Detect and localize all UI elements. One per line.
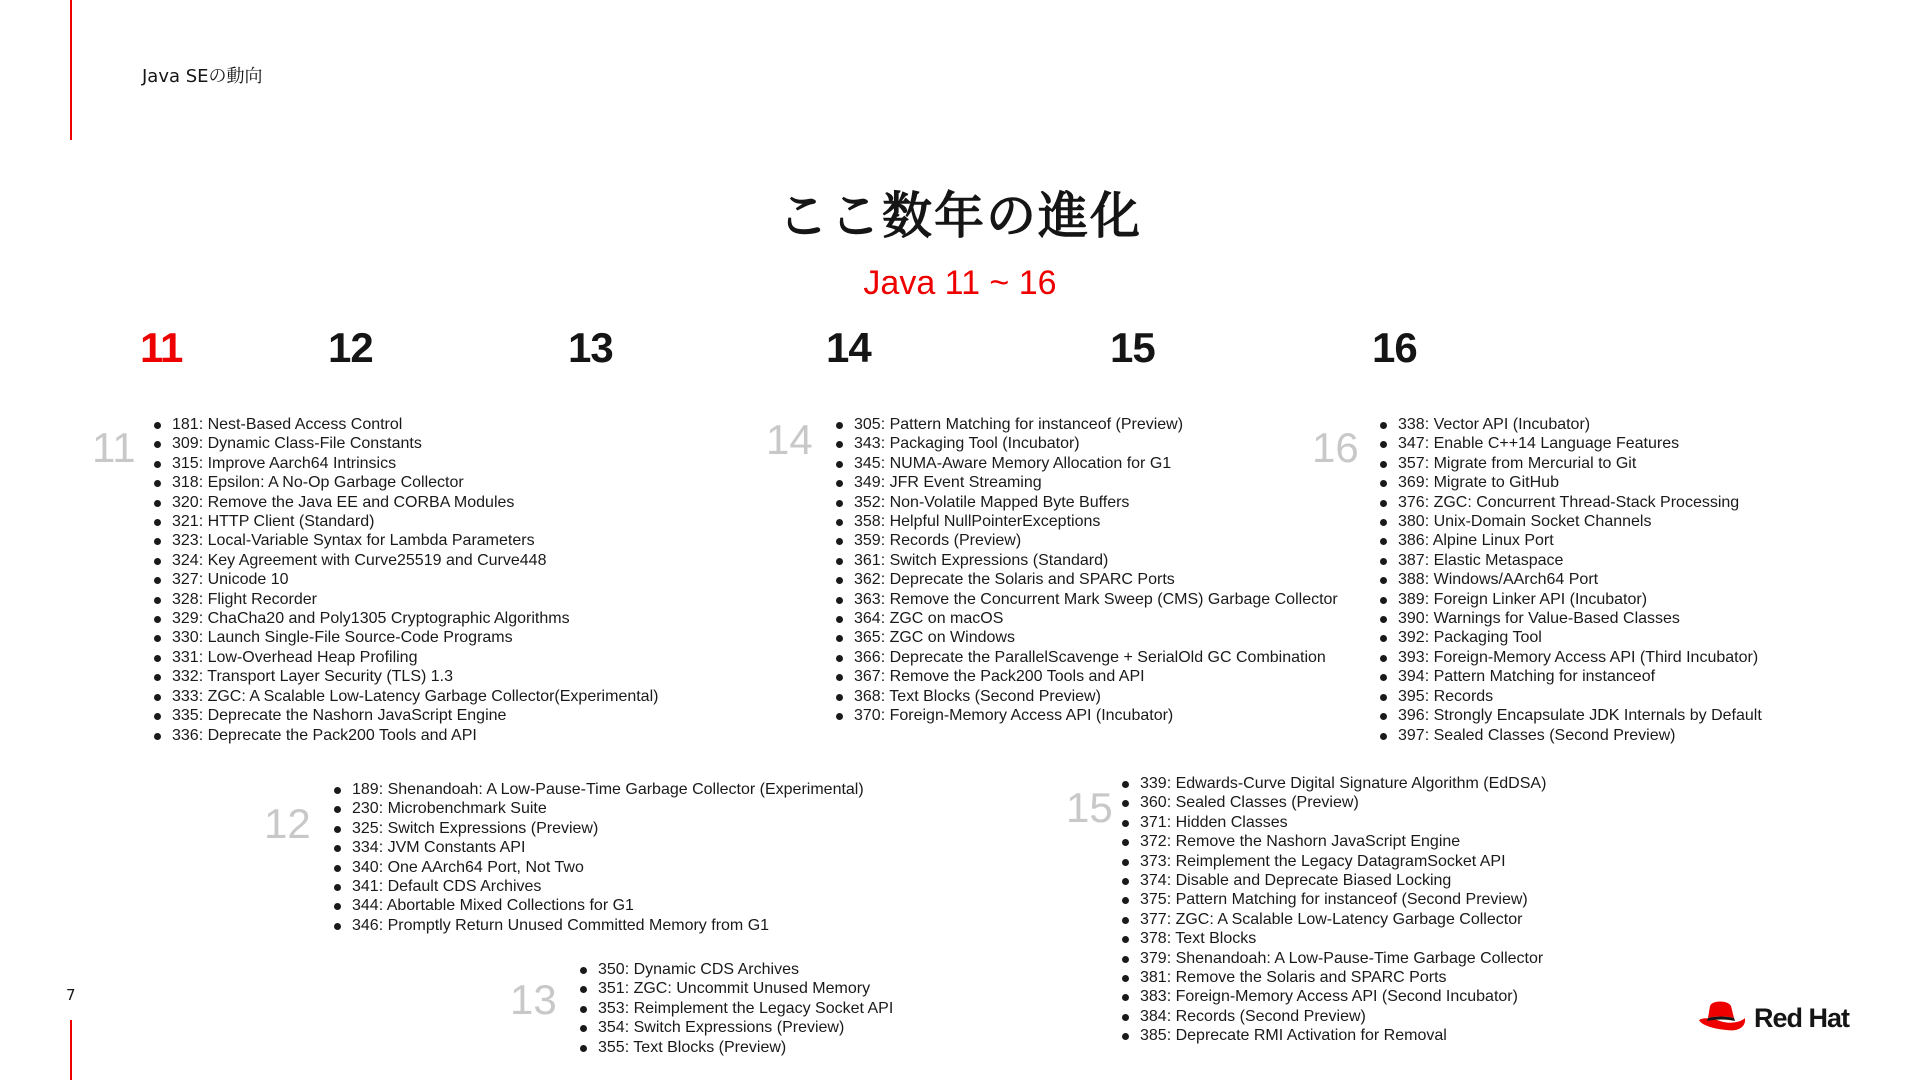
jep-item: 375: Pattern Matching for instanceof (Second Preview) (1120, 890, 1546, 909)
jep-item: 388: Windows/AArch64 Port (1378, 570, 1762, 589)
jep-item: 350: Dynamic CDS Archives (578, 960, 893, 979)
jep-list-15 (1120, 774, 1546, 1046)
jep-list-14 (834, 415, 1338, 726)
jep-item: 397: Sealed Classes (Second Preview) (1378, 726, 1762, 745)
jep-item: 364: ZGC on macOS (834, 609, 1338, 628)
jep-item: 377: ZGC: A Scalable Low-Latency Garbage Collector (1120, 910, 1546, 929)
slide-subtitle: Java 11 ~ 16 (863, 264, 1057, 302)
version-header-16: 16 (1372, 324, 1417, 371)
jep-item: 384: Records (Second Preview) (1120, 1007, 1546, 1026)
jep-item: 189: Shenandoah: A Low-Pause-Time Garbage Collector (Experimental) (332, 780, 864, 799)
page-number: 7 (66, 986, 76, 1004)
jep-item: 344: Abortable Mixed Collections for G1 (332, 896, 864, 915)
jep-item: 318: Epsilon: A No-Op Garbage Collector (152, 473, 658, 492)
jep-item: 305: Pattern Matching for instanceof (Preview) (834, 415, 1338, 434)
version-header-13: 13 (568, 324, 613, 371)
jep-item: 365: ZGC on Windows (834, 628, 1338, 647)
jep-item: 390: Warnings for Value-Based Classes (1378, 609, 1762, 628)
jep-list-16 (1378, 415, 1762, 745)
jep-item: 385: Deprecate RMI Activation for Removal (1120, 1026, 1546, 1045)
jep-item: 338: Vector API (Incubator) (1378, 415, 1762, 434)
group-label-12: 12 (264, 800, 311, 847)
jep-item: 394: Pattern Matching for instanceof (1378, 667, 1762, 686)
jep-item: 353: Reimplement the Legacy Socket API (578, 999, 893, 1018)
slide-title: ここ数年の進化 (778, 187, 1142, 245)
jep-item: 324: Key Agreement with Curve25519 and Curve448 (152, 551, 658, 570)
jep-item: 339: Edwards-Curve Digital Signature Algorithm (EdDSA) (1120, 774, 1546, 793)
jep-item: 333: ZGC: A Scalable Low-Latency Garbage Collector(Experimental) (152, 687, 658, 706)
group-label-16: 16 (1312, 424, 1359, 471)
jep-item: 383: Foreign-Memory Access API (Second Incubator) (1120, 987, 1546, 1006)
jep-item: 357: Migrate from Mercurial to Git (1378, 454, 1762, 473)
jep-item: 352: Non-Volatile Mapped Byte Buffers (834, 493, 1338, 512)
red-hat-fedora-icon (1696, 998, 1748, 1038)
jep-item: 346: Promptly Return Unused Committed Memory from G1 (332, 916, 864, 935)
jep-item: 340: One AArch64 Port, Not Two (332, 858, 864, 877)
jep-item: 361: Switch Expressions (Standard) (834, 551, 1338, 570)
section-label: Java SEの動向 (142, 66, 263, 87)
jep-item: 331: Low-Overhead Heap Profiling (152, 648, 658, 667)
jep-list-13 (578, 960, 893, 1057)
logo-text: Red Hat (1754, 1002, 1850, 1033)
jep-item: 325: Switch Expressions (Preview) (332, 819, 864, 838)
jep-item: 366: Deprecate the ParallelScavenge + SerialOld GC Combination (834, 648, 1338, 667)
accent-line-bottom (70, 1020, 72, 1080)
jep-item: 328: Flight Recorder (152, 590, 658, 609)
jep-item: 392: Packaging Tool (1378, 628, 1762, 647)
jep-item: 349: JFR Event Streaming (834, 473, 1338, 492)
jep-item: 336: Deprecate the Pack200 Tools and API (152, 726, 658, 745)
jep-item: 360: Sealed Classes (Preview) (1120, 793, 1546, 812)
jep-item: 358: Helpful NullPointerExceptions (834, 512, 1338, 531)
jep-item: 335: Deprecate the Nashorn JavaScript Engine (152, 706, 658, 725)
jep-item: 367: Remove the Pack200 Tools and API (834, 667, 1338, 686)
jep-item: 387: Elastic Metaspace (1378, 551, 1762, 570)
group-label-11: 11 (92, 424, 136, 471)
jep-item: 370: Foreign-Memory Access API (Incubator) (834, 706, 1338, 725)
version-header-14: 14 (826, 324, 871, 371)
jep-item: 315: Improve Aarch64 Intrinsics (152, 454, 658, 473)
version-header-11: 11 (140, 324, 183, 371)
jep-item: 379: Shenandoah: A Low-Pause-Time Garbage Collector (1120, 949, 1546, 968)
jep-item: 309: Dynamic Class-File Constants (152, 434, 658, 453)
jep-item: 321: HTTP Client (Standard) (152, 512, 658, 531)
jep-item: 362: Deprecate the Solaris and SPARC Ports (834, 570, 1338, 589)
jep-item: 330: Launch Single-File Source-Code Programs (152, 628, 658, 647)
jep-item: 327: Unicode 10 (152, 570, 658, 589)
jep-item: 378: Text Blocks (1120, 929, 1546, 948)
jep-item: 230: Microbenchmark Suite (332, 799, 864, 818)
jep-item: 368: Text Blocks (Second Preview) (834, 687, 1338, 706)
jep-item: 369: Migrate to GitHub (1378, 473, 1762, 492)
jep-item: 363: Remove the Concurrent Mark Sweep (CMS) Garbage Collector (834, 590, 1338, 609)
jep-item: 389: Foreign Linker API (Incubator) (1378, 590, 1762, 609)
jep-item: 355: Text Blocks (Preview) (578, 1038, 893, 1057)
jep-item: 351: ZGC: Uncommit Unused Memory (578, 979, 893, 998)
jep-item: 345: NUMA-Aware Memory Allocation for G1 (834, 454, 1338, 473)
jep-item: 376: ZGC: Concurrent Thread-Stack Processing (1378, 493, 1762, 512)
jep-item: 347: Enable C++14 Language Features (1378, 434, 1762, 453)
jep-item: 354: Switch Expressions (Preview) (578, 1018, 893, 1037)
jep-item: 395: Records (1378, 687, 1762, 706)
jep-item: 332: Transport Layer Security (TLS) 1.3 (152, 667, 658, 686)
jep-item: 374: Disable and Deprecate Biased Locking (1120, 871, 1546, 890)
group-label-13: 13 (510, 976, 557, 1023)
jep-item: 359: Records (Preview) (834, 531, 1338, 550)
jep-item: 372: Remove the Nashorn JavaScript Engine (1120, 832, 1546, 851)
jep-item: 343: Packaging Tool (Incubator) (834, 434, 1338, 453)
version-header-12: 12 (328, 324, 373, 371)
jep-list-11 (152, 415, 658, 745)
jep-item: 393: Foreign-Memory Access API (Third Incubator) (1378, 648, 1762, 667)
jep-item: 341: Default CDS Archives (332, 877, 864, 896)
jep-item: 320: Remove the Java EE and CORBA Modules (152, 493, 658, 512)
jep-item: 323: Local-Variable Syntax for Lambda Parameters (152, 531, 658, 550)
accent-line-top (70, 0, 72, 140)
jep-item: 334: JVM Constants API (332, 838, 864, 857)
jep-list-12 (332, 780, 864, 935)
jep-item: 386: Alpine Linux Port (1378, 531, 1762, 550)
red-hat-logo (1696, 998, 1849, 1038)
jep-item: 181: Nest-Based Access Control (152, 415, 658, 434)
group-label-14: 14 (766, 416, 813, 463)
jep-item: 396: Strongly Encapsulate JDK Internals by Default (1378, 706, 1762, 725)
jep-item: 381: Remove the Solaris and SPARC Ports (1120, 968, 1546, 987)
jep-item: 329: ChaCha20 and Poly1305 Cryptographic Algorithms (152, 609, 658, 628)
jep-item: 380: Unix-Domain Socket Channels (1378, 512, 1762, 531)
jep-item: 373: Reimplement the Legacy DatagramSocket API (1120, 852, 1546, 871)
version-header-15: 15 (1110, 324, 1155, 371)
jep-item: 371: Hidden Classes (1120, 813, 1546, 832)
group-label-15: 15 (1066, 784, 1113, 831)
